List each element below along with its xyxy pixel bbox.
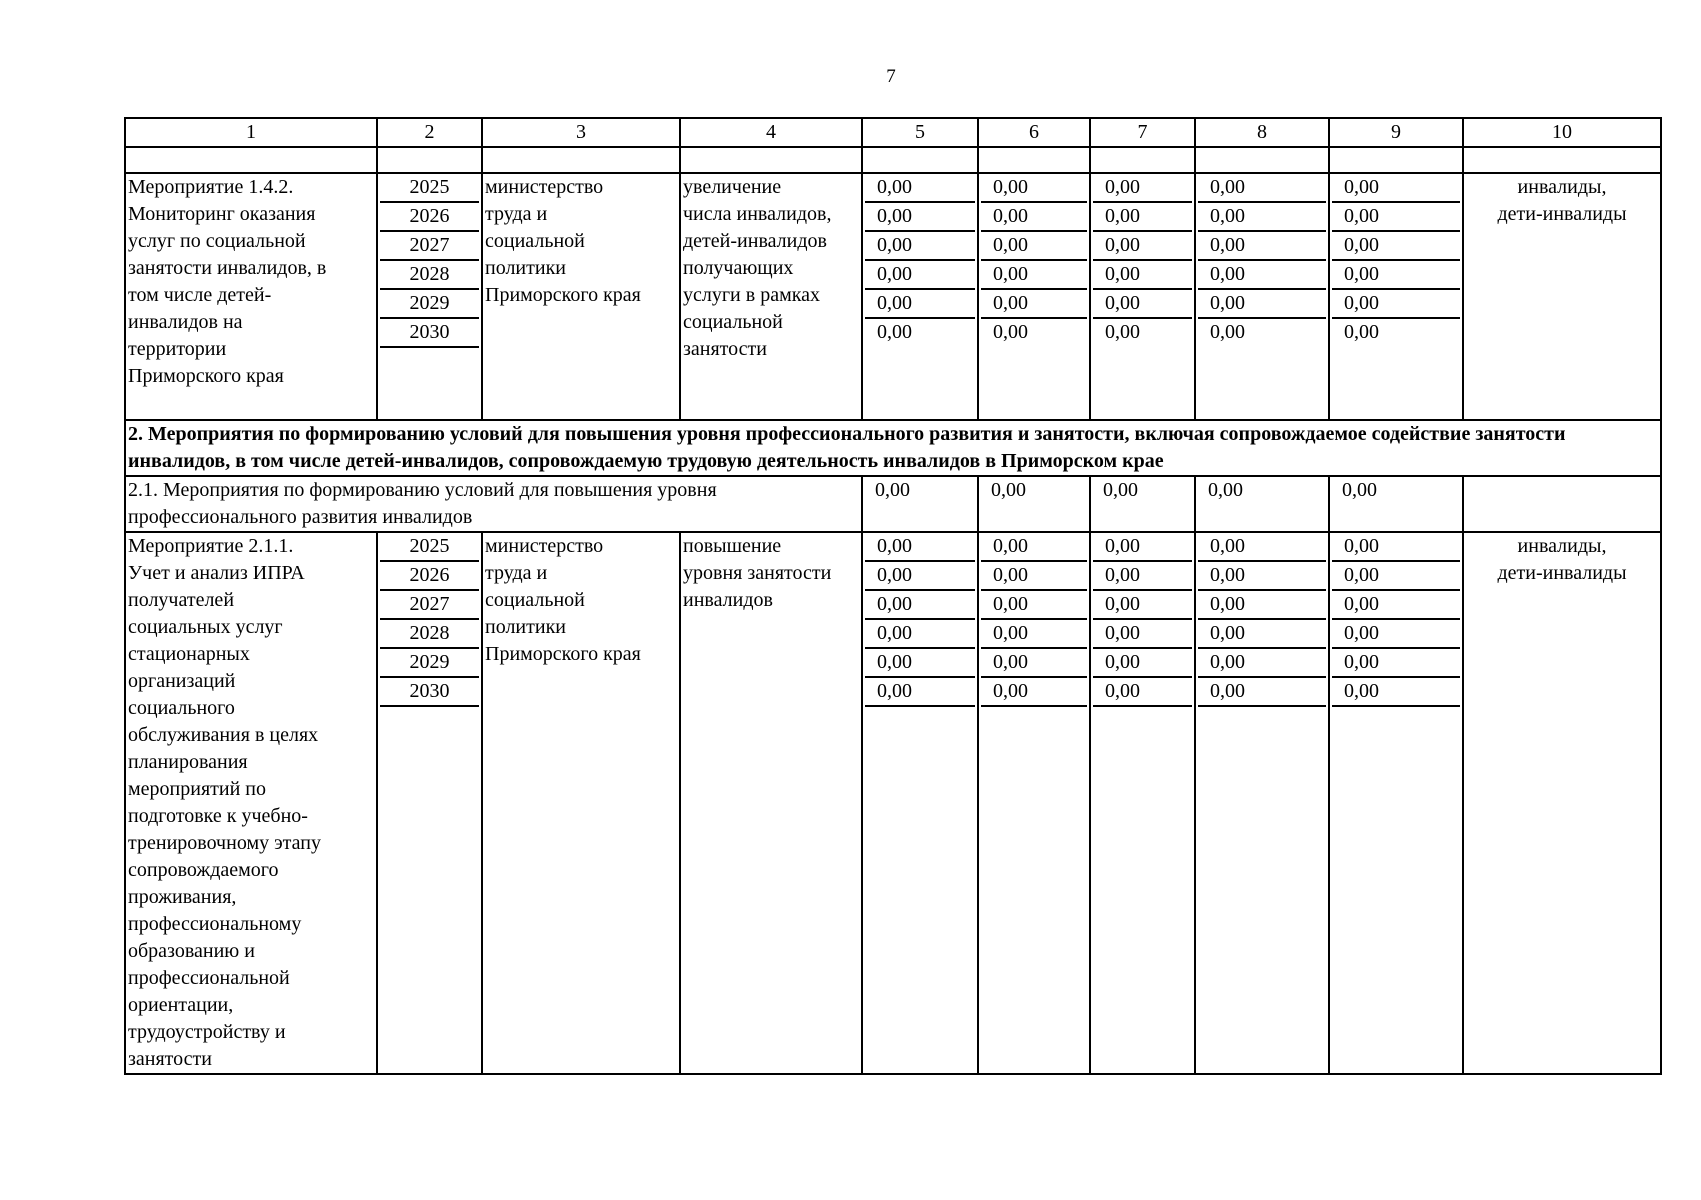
header-col-5: 5	[862, 118, 978, 147]
year-cell: 2025	[380, 174, 479, 202]
header-col-2: 2	[377, 118, 482, 147]
section-2-row	[125, 420, 1661, 476]
activity-name: Мероприятие 1.4.2. Мониторинг оказания услуг по социальной занятости инвалидов, в том числе детей- инвалидов на территории Приморского края	[125, 173, 377, 420]
year-list	[377, 173, 482, 420]
activity-row-2-1-1	[125, 532, 1661, 1074]
year-cell: 2026	[380, 561, 479, 590]
header-col-7: 7	[1090, 118, 1195, 147]
value-cell: 0,00	[865, 677, 975, 706]
value-cell: 0,00	[865, 174, 975, 202]
header-col-10: 10	[1463, 118, 1661, 147]
value-cell: 0,00	[981, 289, 1087, 318]
header-col-9: 9	[1329, 118, 1463, 147]
value-cell: 0,00	[1198, 533, 1326, 561]
indicator: повышение уровня занятости инвалидов	[680, 532, 862, 1074]
value-cell: 0,00	[1093, 561, 1192, 590]
sub21-value-6: 0,00	[978, 476, 1090, 532]
value-cell: 0,00	[1093, 677, 1192, 706]
value-cell: 0,00	[1332, 619, 1460, 648]
page-number: 7	[886, 66, 896, 87]
value-cell: 0,00	[981, 561, 1087, 590]
value-cell: 0,00	[1332, 590, 1460, 619]
header-row	[125, 118, 1661, 147]
header-col-4: 4	[680, 118, 862, 147]
sub21-col-10	[1463, 476, 1661, 532]
target-group: инвалиды, дети-инвалиды	[1463, 173, 1661, 420]
value-column-9	[1329, 173, 1463, 420]
value-cell: 0,00	[865, 561, 975, 590]
year-cell: 2027	[380, 231, 479, 260]
value-cell: 0,00	[1198, 260, 1326, 289]
value-column-8	[1195, 173, 1329, 420]
value-cell: 0,00	[1198, 677, 1326, 706]
blank-row	[125, 147, 1661, 173]
value-cell: 0,00	[865, 260, 975, 289]
value-cell: 0,00	[1093, 590, 1192, 619]
activity-name: Мероприятие 2.1.1. Учет и анализ ИПРА получателей социальных услуг стационарных организаций социального обслуживания в целях планирования мероприятий по подготовке к учебно- тренировочному этапу сопровождаемого проживания, профессиональному образованию и профессиональной ориентации, трудоустройству и занятости	[125, 532, 377, 1074]
value-cell: 0,00	[981, 533, 1087, 561]
value-column-5	[862, 532, 978, 1074]
value-cell: 0,00	[1332, 677, 1460, 706]
value-cell: 0,00	[981, 648, 1087, 677]
value-cell: 0,00	[865, 648, 975, 677]
year-cell: 2030	[380, 318, 479, 347]
sub21-value-7: 0,00	[1090, 476, 1195, 532]
value-column-7	[1090, 532, 1195, 1074]
value-cell: 0,00	[1105, 321, 1140, 343]
year-cell: 2029	[380, 289, 479, 318]
value-cell: 0,00	[1198, 590, 1326, 619]
year-cell: 2026	[380, 202, 479, 231]
value-cell: 0,00	[1198, 231, 1326, 260]
value-cell: 0,00	[1093, 202, 1192, 231]
header-col-3: 3	[482, 118, 680, 147]
executor: министерство труда и социальной политики Приморского края	[482, 173, 680, 420]
main-table	[124, 117, 1662, 1075]
value-cell: 0,00	[1093, 619, 1192, 648]
value-column-8	[1195, 532, 1329, 1074]
value-cell: 0,00	[865, 590, 975, 619]
year-cell: 2028	[380, 619, 479, 648]
value-cell: 0,00	[865, 533, 975, 561]
value-cell: 0,00	[1332, 231, 1460, 260]
section-2-title: 2. Мероприятия по формированию условий для повышения уровня профессионального развития и занятости, включая сопровождаемое содействие занятости инвалидов, в том числе детей-инвалидов, сопровождаемую трудовую деятельность инвалидов в Приморском крае	[125, 420, 1661, 476]
value-column-6	[978, 532, 1090, 1074]
value-cell: 0,00	[1332, 260, 1460, 289]
indicator: увеличение числа инвалидов, детей-инвалидов получающих услуги в рамках социальной занятости	[680, 173, 862, 420]
value-cell: 0,00	[877, 321, 912, 343]
value-cell: 0,00	[981, 590, 1087, 619]
value-cell: 0,00	[1093, 174, 1192, 202]
value-cell: 0,00	[1093, 648, 1192, 677]
year-cell: 2027	[380, 590, 479, 619]
value-cell: 0,00	[1210, 321, 1245, 343]
value-cell: 0,00	[1093, 533, 1192, 561]
value-cell: 0,00	[1332, 561, 1460, 590]
year-list	[377, 532, 482, 1074]
value-cell: 0,00	[1093, 260, 1192, 289]
value-cell: 0,00	[1198, 561, 1326, 590]
sub21-value-8: 0,00	[1195, 476, 1329, 532]
sub21-value-5: 0,00	[862, 476, 978, 532]
value-cell: 0,00	[981, 202, 1087, 231]
value-cell: 0,00	[981, 260, 1087, 289]
value-cell: 0,00	[865, 231, 975, 260]
value-column-9	[1329, 532, 1463, 1074]
value-cell: 0,00	[993, 321, 1028, 343]
subsection-2-1-title: 2.1. Мероприятия по формированию условий для повышения уровня профессионального развития инвалидов	[125, 476, 862, 532]
value-cell: 0,00	[1344, 321, 1379, 343]
value-cell: 0,00	[1198, 174, 1326, 202]
value-cell: 0,00	[1332, 174, 1460, 202]
value-cell: 0,00	[1093, 289, 1192, 318]
value-cell: 0,00	[865, 289, 975, 318]
value-cell: 0,00	[865, 202, 975, 231]
year-cell: 2028	[380, 260, 479, 289]
value-cell: 0,00	[1332, 648, 1460, 677]
value-cell: 0,00	[865, 619, 975, 648]
value-column-7	[1090, 173, 1195, 420]
sub21-value-9: 0,00	[1329, 476, 1463, 532]
header-col-1: 1	[125, 118, 377, 147]
value-cell: 0,00	[1198, 202, 1326, 231]
value-column-5	[862, 173, 978, 420]
value-cell: 0,00	[1332, 202, 1460, 231]
value-cell: 0,00	[981, 677, 1087, 706]
value-cell: 0,00	[981, 174, 1087, 202]
value-column-6	[978, 173, 1090, 420]
executor: министерство труда и социальной политики Приморского края	[482, 532, 680, 1074]
activity-row-1-4-2	[125, 173, 1661, 420]
value-cell: 0,00	[1332, 533, 1460, 561]
target-group: инвалиды, дети-инвалиды	[1463, 532, 1661, 1074]
value-cell: 0,00	[1198, 648, 1326, 677]
value-cell: 0,00	[981, 619, 1087, 648]
value-cell: 0,00	[981, 231, 1087, 260]
value-cell: 0,00	[1332, 289, 1460, 318]
value-cell: 0,00	[1093, 231, 1192, 260]
subsection-2-1-row	[125, 476, 1661, 532]
year-cell: 2029	[380, 648, 479, 677]
header-col-6: 6	[978, 118, 1090, 147]
value-cell: 0,00	[1198, 619, 1326, 648]
header-col-8: 8	[1195, 118, 1329, 147]
year-cell: 2025	[380, 533, 479, 561]
year-cell: 2030	[380, 677, 479, 706]
value-cell: 0,00	[1198, 289, 1326, 318]
